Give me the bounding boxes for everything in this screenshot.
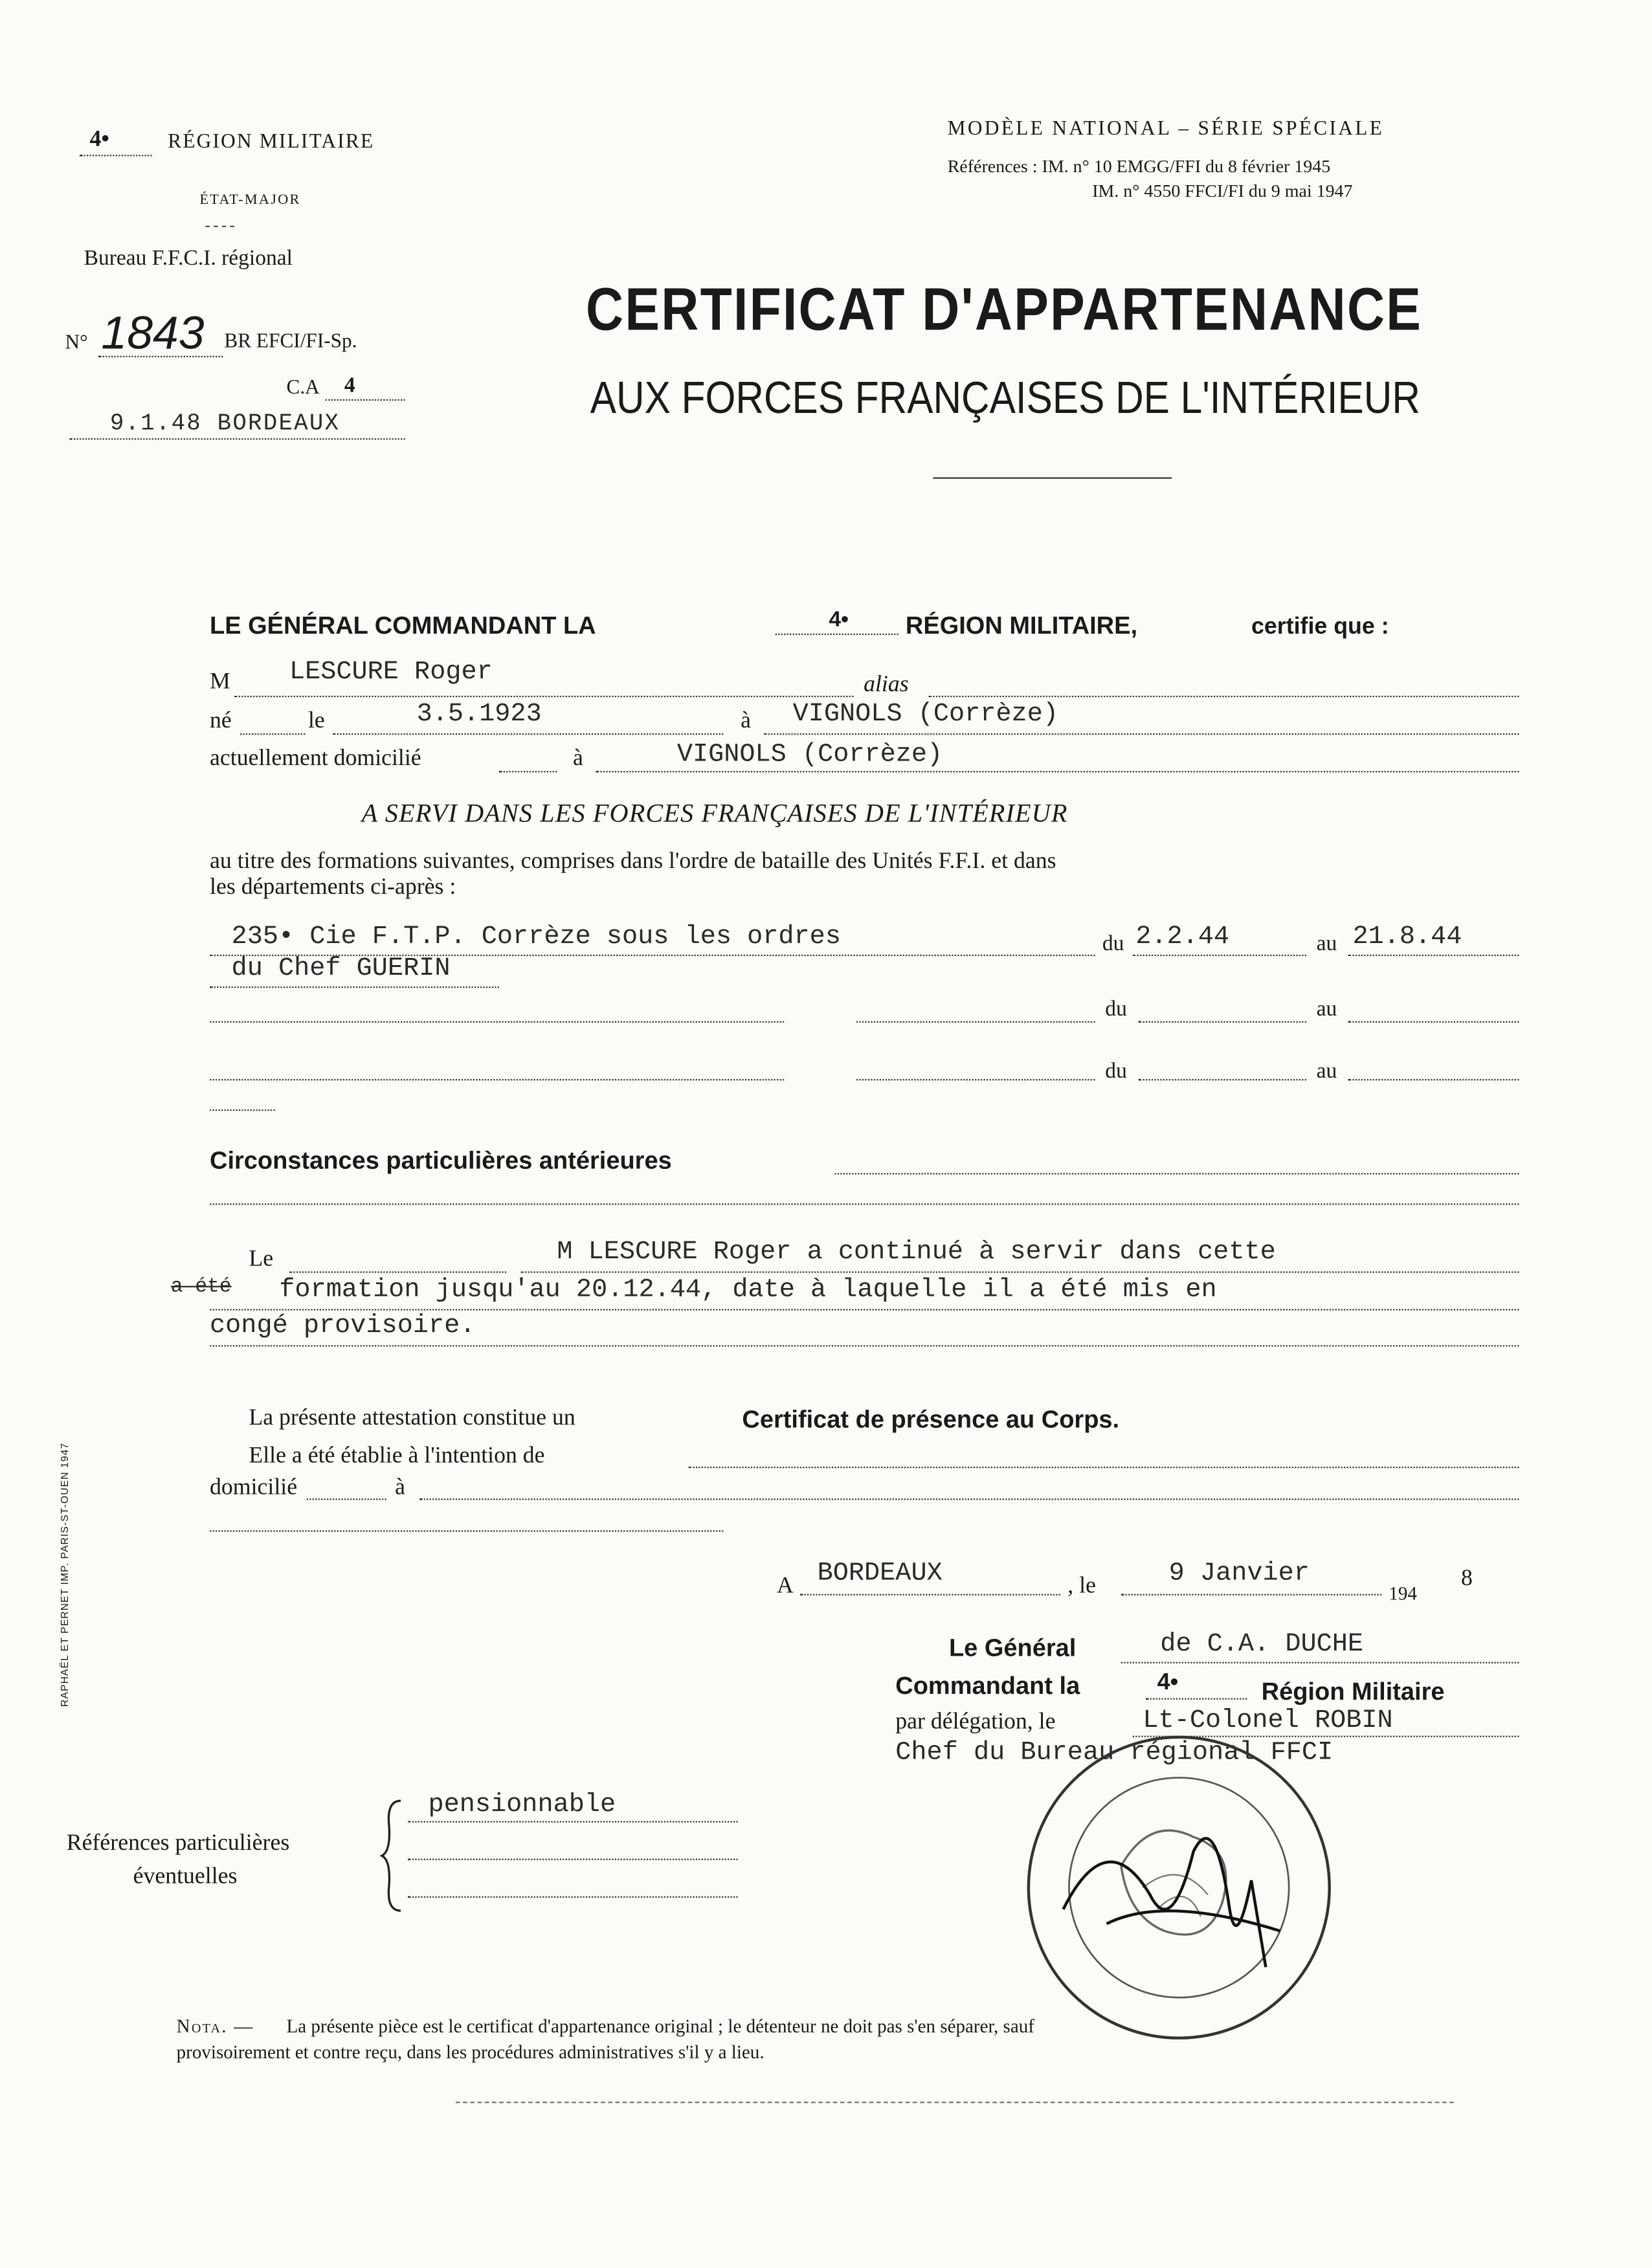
nota-line-1: La présente pièce est le certificat d'appartenance original ; le détenteur ne doit pas s'en séparer, sauf (286, 2014, 1034, 2037)
alias-label: alias (864, 673, 909, 698)
formations-intro-1: au titre des formations suivantes, comprises dans l'ordre de bataille des Unités F.F.I. et dans (210, 849, 1056, 874)
person-name: LESCURE Roger (289, 658, 493, 687)
registration-number: 1843 (101, 306, 205, 359)
birth-place: VIGNOLS (Corrèze) (792, 700, 1058, 729)
birth-a-label: à (741, 709, 752, 733)
formation-du: 2.2.44 (1135, 922, 1230, 952)
date-value: 9 Janvier (1168, 1559, 1310, 1588)
commandant-number: 4• (1157, 1671, 1179, 1696)
certify-region-number: 4• (829, 607, 849, 632)
formation-unit: 235• Cie F.T.P. Corrèze sous les ordres (231, 922, 841, 952)
bureau-label: Bureau F.F.C.I. régional (84, 247, 293, 271)
domicilie-label: domicilié (210, 1475, 298, 1500)
references-value: pensionnable (428, 1790, 616, 1820)
handwritten-signature (1049, 1794, 1309, 1982)
remarks-line-2: formation jusqu'au 20.12.44, date à laquelle il a été mis en (279, 1276, 1217, 1305)
ca-label: C.A (286, 377, 320, 399)
general-label: Le Général (948, 1634, 1077, 1662)
formation-au-label: au (1316, 997, 1337, 1021)
ne-label: né (210, 709, 232, 733)
domicilie-a-label: à (395, 1475, 405, 1500)
formation-au-label: au (1316, 1060, 1337, 1084)
chef-line: Chef du Bureau régional FFCI (895, 1739, 1334, 1768)
formation-au-label: au (1316, 933, 1337, 957)
served-heading: A SERVI DANS LES FORCES FRANÇAISES DE L'INTÉRIEUR (361, 798, 1068, 828)
nota-line-2: provisoirement et contre reçu, dans les procédures administratives s'il y a lieu. (176, 2041, 765, 2063)
model-line: MODÈLE NATIONAL – SÉRIE SPÉCIALE (947, 118, 1385, 140)
date-le-label: , le (1067, 1573, 1096, 1599)
delegation-name: Lt-Colonel ROBIN (1143, 1706, 1393, 1736)
brace-icon (379, 1798, 408, 1914)
no-prefix: N° (65, 332, 88, 355)
remarks-line-3: congé provisoire. (210, 1311, 476, 1341)
attestation-bold: Certificat de présence au Corps. (742, 1406, 1120, 1434)
region-number: 4• (89, 127, 109, 152)
remarks-line-1: M LESCURE Roger a continué à servir dans cette (557, 1238, 1276, 1267)
domicile-a-label: à (572, 746, 583, 772)
domicile-value: VIGNOLS (Corrèze) (676, 740, 943, 770)
le-label: le (307, 709, 325, 733)
references-label-2: éventuelles (133, 1864, 238, 1889)
domicile-label: actuellement domicilié (210, 746, 421, 772)
reference-2: IM. n° 4550 FFCI/FI du 9 mai 1947 (1092, 181, 1353, 201)
formation-du-label: du (1105, 1060, 1127, 1084)
region-label: RÉGION MILITAIRE (168, 131, 375, 153)
general-name: de C.A. DUCHE (1160, 1630, 1364, 1660)
reference-1: Références : IM. n° 10 EMGG/FFI du 8 février 1945 (947, 156, 1331, 177)
no-suffix: BR EFCI/FI-Sp. (224, 331, 357, 353)
circonstances-label: Circonstances particulières antérieures (210, 1147, 672, 1175)
bottom-cut-line (456, 2102, 1454, 2103)
formation-du-label: du (1102, 933, 1124, 957)
certify-suffix: RÉGION MILITAIRE, (905, 612, 1138, 639)
references-label-1: Références particulières (66, 1831, 290, 1856)
place-city: BORDEAUX (817, 1559, 943, 1588)
commandant-suffix: Région Militaire (1261, 1678, 1445, 1706)
year-prefix: 194 (1389, 1582, 1417, 1605)
date-place-stamp: 9.1.48 BORDEAUX (109, 410, 340, 437)
formation-au: 21.8.44 (1352, 922, 1462, 952)
delegation-label: par délégation, le (895, 1709, 1056, 1735)
le-label: Le (249, 1247, 274, 1272)
etat-major: ÉTAT-MAJOR (199, 192, 301, 208)
title-line-2: AUX FORCES FRANÇAISES DE L'INTÉRIEUR (590, 373, 1420, 423)
birth-date: 3.5.1923 (416, 700, 542, 729)
nota-label: Nota. — (176, 2014, 254, 2037)
formation-du-label: du (1105, 997, 1127, 1021)
printer-mark: RAPHAËL ET PERNET IMP. PARIS-ST-OUEN 1947 (60, 1442, 71, 1707)
certify-prefix: LE GÉNÉRAL COMMANDANT LA (210, 612, 596, 639)
remarks-struck: a été (170, 1276, 232, 1299)
year-suffix: 8 (1461, 1566, 1473, 1592)
m-label: M (210, 669, 230, 695)
title-underline (933, 477, 1172, 478)
ca-value: 4 (344, 374, 355, 398)
commandant-label: Commandant la (895, 1672, 1080, 1700)
title-line-1: CERTIFICAT D'APPARTENANCE (586, 274, 1423, 343)
attestation-text: La présente attestation constitue un (249, 1406, 575, 1431)
formation-unit: du Chef GUERIN (231, 954, 451, 984)
certifie-que: certifie que : (1251, 614, 1389, 639)
intention-label: Elle a été établie à l'intention de (249, 1443, 545, 1469)
place-a-label: A (777, 1573, 794, 1599)
formations-intro-2: les départements ci-après : (210, 874, 456, 900)
